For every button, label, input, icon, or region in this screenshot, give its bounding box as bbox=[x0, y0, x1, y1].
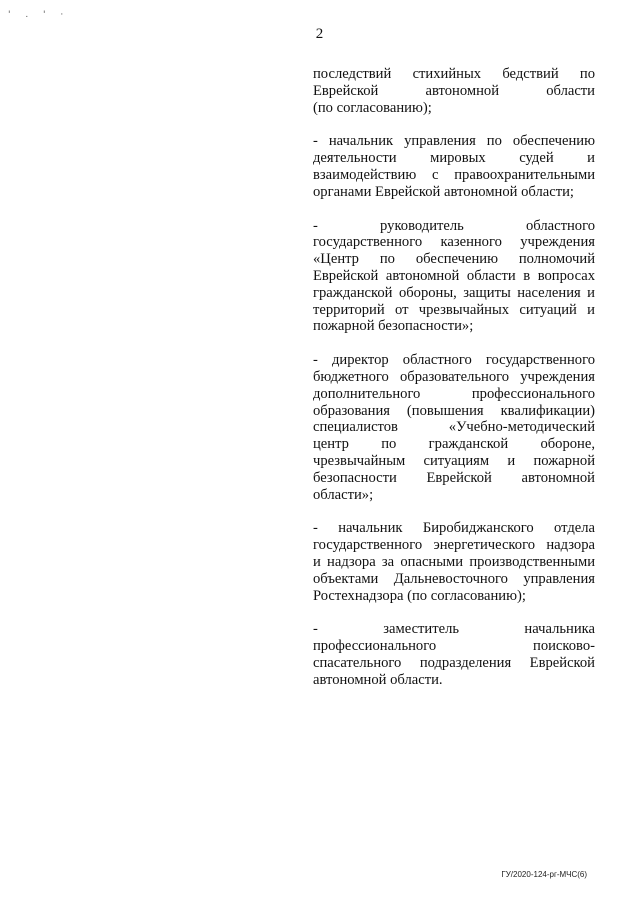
text-line: специалистов «Учебно-методический bbox=[313, 419, 595, 436]
text-line: взаимодействию с правоохранительными bbox=[313, 166, 595, 183]
page-number: 2 bbox=[315, 26, 324, 42]
text-line: безопасности Еврейской автономной bbox=[313, 469, 595, 486]
text-line: дополнительного профессионального bbox=[313, 385, 595, 402]
text-line: Еврейской автономной области bbox=[313, 82, 595, 99]
text-line: центр по гражданской обороне, bbox=[313, 436, 595, 453]
text-line: профессионального поисково- bbox=[313, 638, 595, 655]
text-line: государственного казенного учреждения bbox=[313, 234, 595, 251]
paragraph-magistrates-support bbox=[313, 133, 595, 200]
paragraph-training-center bbox=[313, 352, 595, 503]
document-code: ГУ/2020-124-рг-МЧС(6) bbox=[501, 870, 587, 879]
paragraph-disaster-consequences bbox=[313, 66, 595, 116]
text-line: - руководитель областного bbox=[313, 217, 595, 234]
text-line: спасательного подразделения Еврейской bbox=[313, 654, 595, 671]
text-line: - директор областного государственного bbox=[313, 352, 595, 369]
paragraph-civil-defense-center bbox=[313, 218, 595, 336]
paragraph-rescue-unit bbox=[313, 621, 595, 688]
text-line: последствий стихийных бедствий по bbox=[313, 66, 595, 82]
text-line: области»; bbox=[313, 486, 374, 503]
text-line: объектами Дальневосточного управления bbox=[313, 570, 595, 587]
text-line: чрезвычайным ситуациям и пожарной bbox=[313, 452, 595, 469]
text-line: - начальник Биробиджанского отдела bbox=[313, 520, 595, 537]
scan-marks: ' . ' · bbox=[8, 10, 70, 20]
text-line: территорий от чрезвычайных ситуаций и bbox=[313, 301, 595, 318]
text-line: «Центр по обеспечению полномочий bbox=[313, 251, 595, 268]
text-line: и надзора за опасными производственными bbox=[313, 553, 595, 570]
text-line: гражданской обороны, защиты населения и bbox=[313, 284, 595, 301]
text-line: государственного энергетического надзора bbox=[313, 537, 595, 554]
paragraph-rostekhnadzor bbox=[313, 520, 595, 604]
text-line: образования (повышения квалификации) bbox=[313, 402, 595, 419]
text-line: Ростехнадзора (по согласованию); bbox=[313, 587, 526, 604]
text-line: Еврейской автономной области в вопросах bbox=[313, 267, 595, 284]
document-body bbox=[313, 66, 595, 706]
text-line: пожарной безопасности»; bbox=[313, 318, 474, 335]
text-line: деятельности мировых судей и bbox=[313, 150, 595, 167]
text-line: (по согласованию); bbox=[313, 99, 432, 116]
text-line: - начальник управления по обеспечению bbox=[313, 133, 595, 150]
text-line: бюджетного образовательного учреждения bbox=[313, 368, 595, 385]
text-line: органами Еврейской автономной области; bbox=[313, 183, 574, 200]
text-line: - заместитель начальника bbox=[313, 621, 595, 638]
text-line: автономной области. bbox=[313, 671, 443, 688]
